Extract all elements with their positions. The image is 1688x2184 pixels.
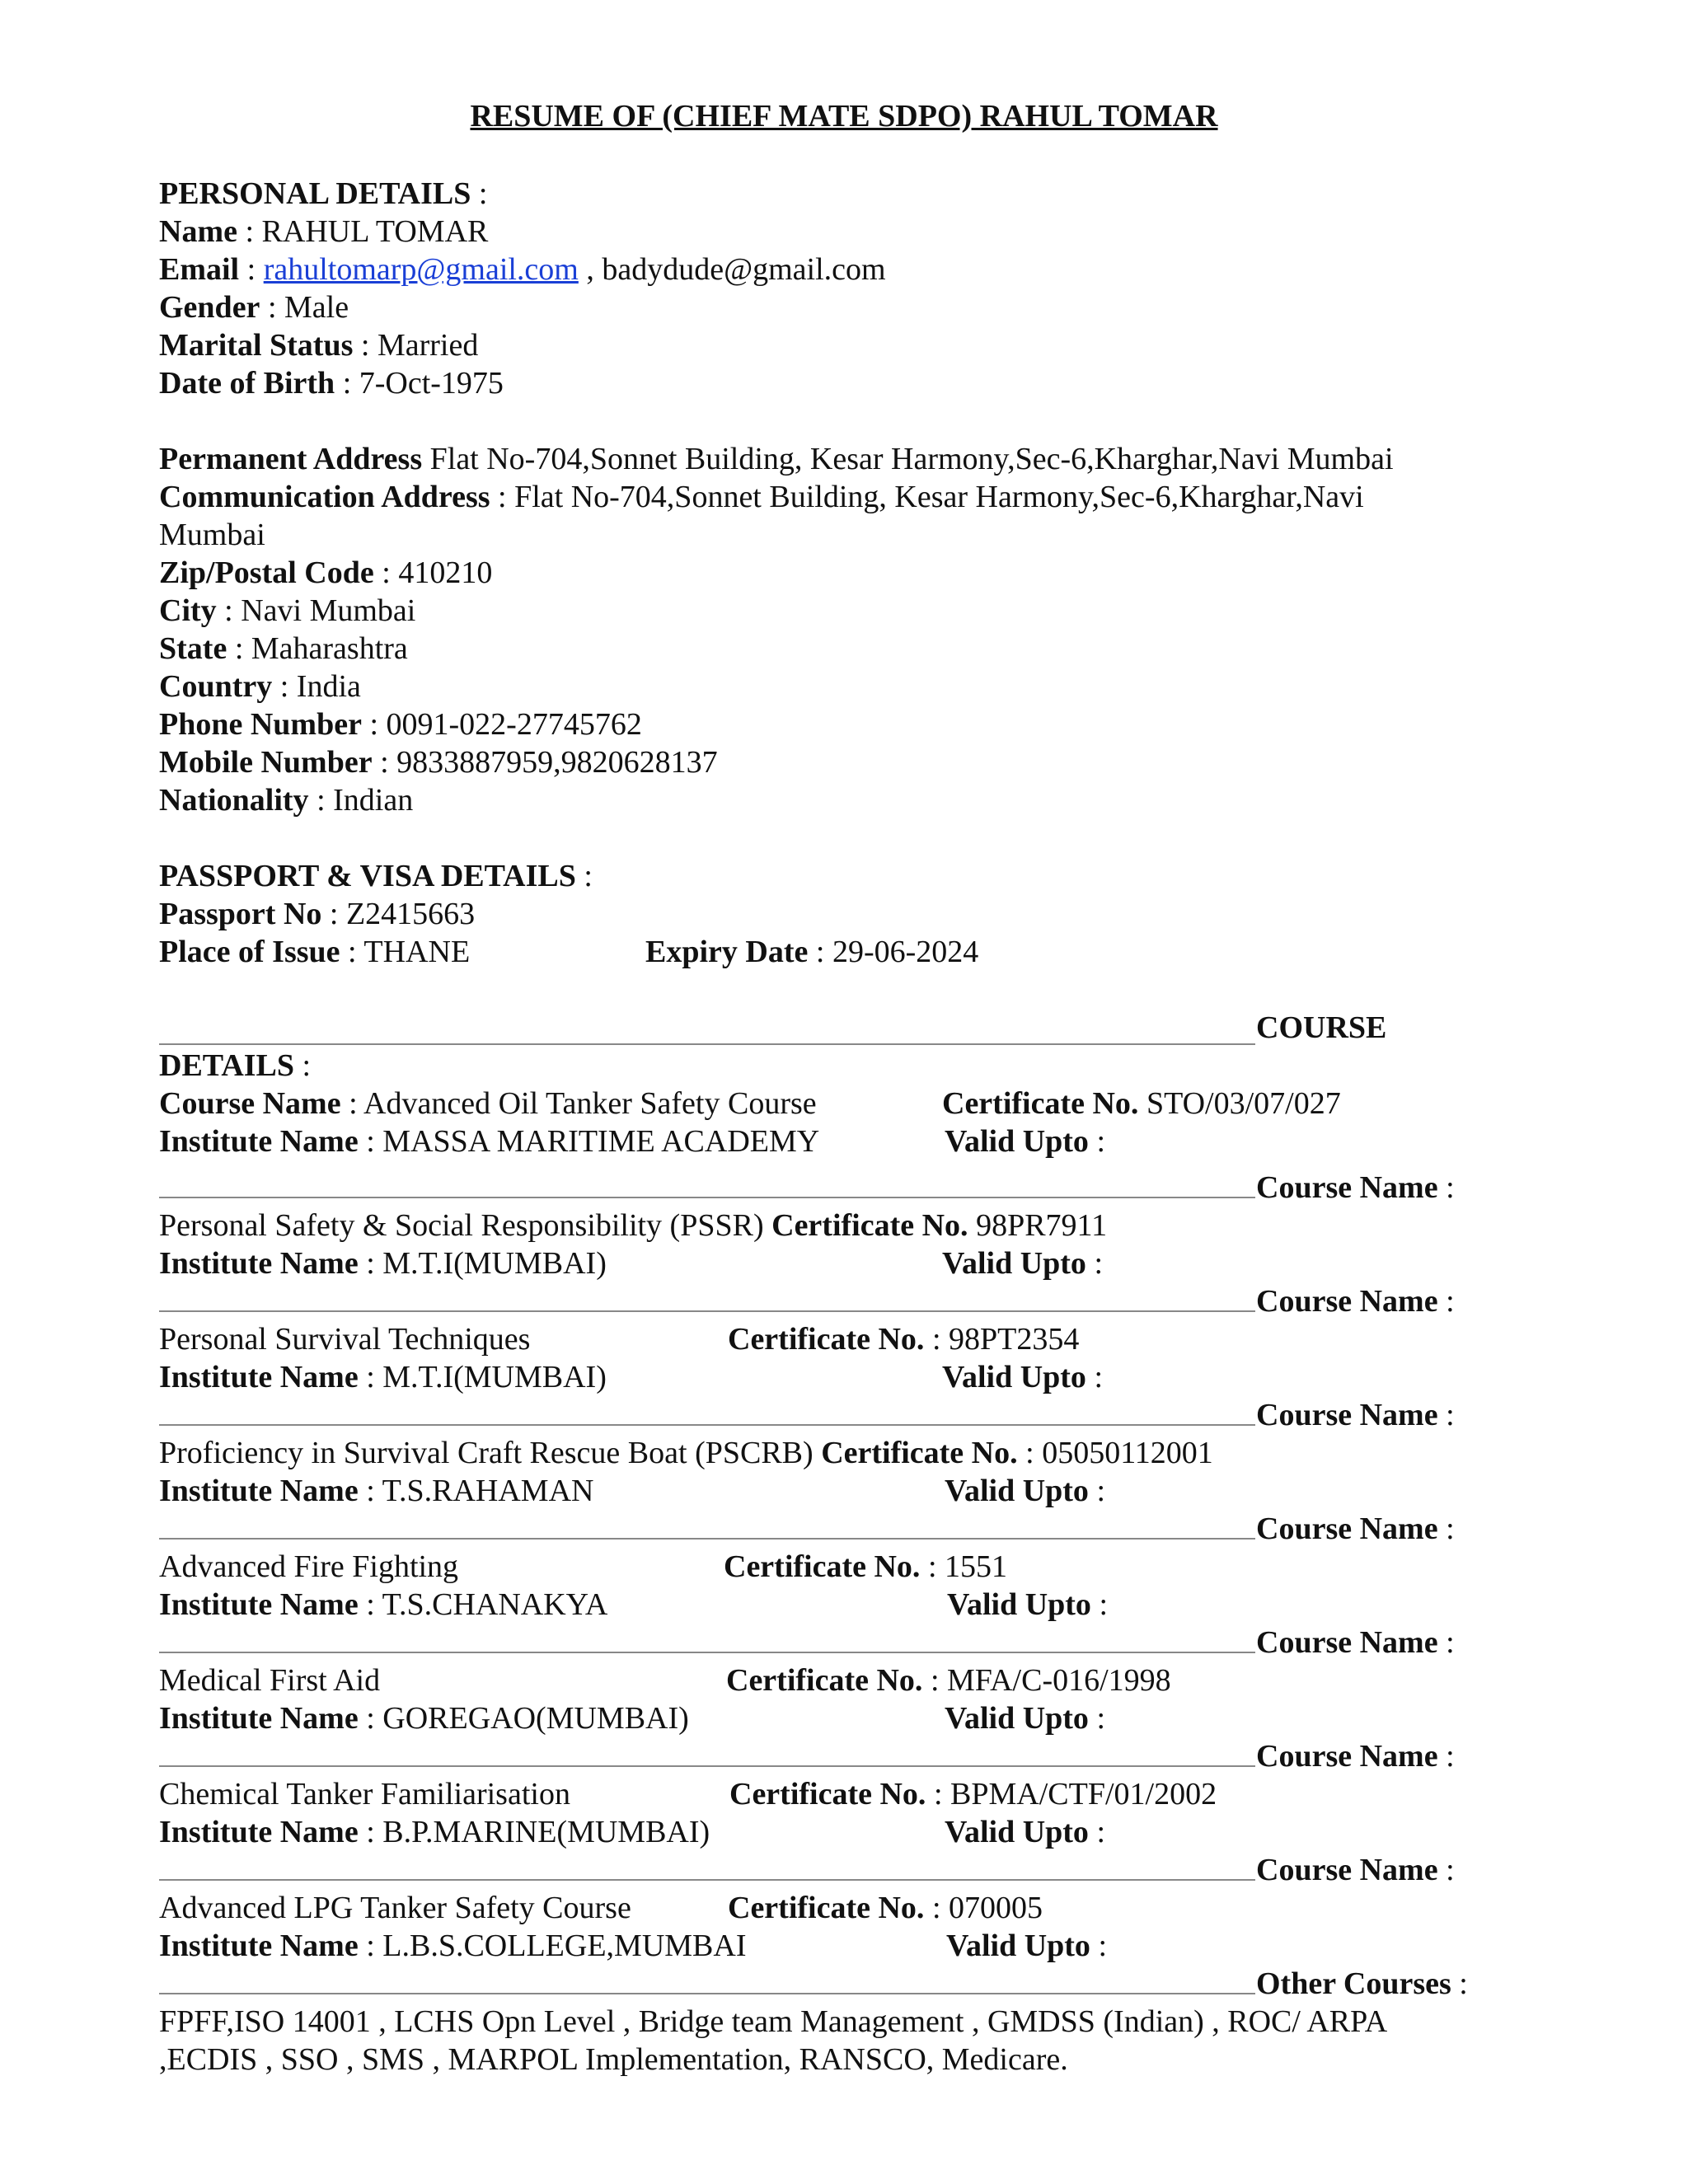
- certificate-row: Certificate No. : BPMA/CTF/01/2002: [729, 1777, 1217, 1811]
- divider: [159, 1310, 1255, 1312]
- certificate-row: Certificate No. : 98PT2354: [728, 1322, 1080, 1357]
- certificate-row: Certificate No. : MFA/C-016/1998: [726, 1663, 1171, 1698]
- certificate-row: Certificate No. STO/03/07/027: [942, 1086, 1341, 1121]
- course-name-value: Advanced LPG Tanker Safety Course: [159, 1891, 631, 1925]
- course-name-label: Course Name :: [1256, 1625, 1455, 1660]
- course-name-value: Proficiency in Survival Craft Rescue Boat (PSCRB) Certificate No. : 05050112001: [159, 1436, 1213, 1470]
- course-name-value: Chemical Tanker Familiarisation: [159, 1777, 570, 1811]
- valid-upto-row: Valid Upto :: [945, 1815, 1105, 1849]
- valid-upto-row: Valid Upto :: [942, 1360, 1103, 1394]
- email-secondary: , badydude@gmail.com: [586, 252, 886, 287]
- phone-row: Phone Number : 0091-022-27745762: [159, 707, 642, 742]
- divider: [159, 1652, 1255, 1653]
- state-row: State : Maharashtra: [159, 631, 408, 666]
- course-name-value: Personal Safety & Social Responsibility (PSSR) Certificate No. 98PR7911: [159, 1208, 1108, 1243]
- resume-title: RESUME OF (CHIEF MATE SDPO) RAHUL TOMAR: [470, 99, 1218, 134]
- course-name-value: Advanced Fire Fighting: [159, 1549, 459, 1584]
- divider: [159, 1538, 1255, 1540]
- mobile-row: Mobile Number : 9833887959,9820628137: [159, 745, 718, 780]
- institute-row: Institute Name : GOREGAO(MUMBAI): [159, 1701, 689, 1736]
- course-name-value: Medical First Aid: [159, 1663, 381, 1698]
- marital-row: Marital Status : Married: [159, 328, 479, 363]
- country-row: Country : India: [159, 669, 361, 704]
- name-row: Name : RAHUL TOMAR: [159, 214, 489, 249]
- communication-address-cont: Mumbai: [159, 518, 265, 552]
- institute-row: Institute Name : M.T.I(MUMBAI): [159, 1246, 607, 1281]
- other-courses-line2: ,ECDIS , SSO , SMS , MARPOL Implementation, RANSCO, Medicare.: [159, 2042, 1068, 2077]
- valid-upto-row: Valid Upto :: [947, 1587, 1108, 1622]
- institute-row: Institute Name : T.S.CHANAKYA: [159, 1587, 608, 1622]
- course-heading-a: COURSE: [1256, 1010, 1387, 1045]
- dob-row: Date of Birth : 7-Oct-1975: [159, 366, 504, 401]
- course-name-row: Course Name : Advanced Oil Tanker Safety Course: [159, 1086, 817, 1121]
- valid-upto-row: Valid Upto :: [945, 1474, 1105, 1508]
- expiry-row: Expiry Date : 29-06-2024: [645, 935, 979, 969]
- divider: [159, 1043, 1255, 1045]
- permanent-address-row: Permanent Address Flat No-704,Sonnet Building, Kesar Harmony,Sec-6,Kharghar,Navi Mumbai: [159, 442, 1394, 476]
- course-name-value: Personal Survival Techniques: [159, 1322, 531, 1357]
- passport-no-row: Passport No : Z2415663: [159, 897, 476, 931]
- personal-details-heading: PERSONAL DETAILS :: [159, 176, 488, 211]
- name-value: RAHUL TOMAR: [261, 214, 489, 249]
- email-link[interactable]: rahultomarp@gmail.com: [263, 252, 579, 287]
- divider: [159, 1993, 1255, 1994]
- gender-row: Gender : Male: [159, 290, 349, 325]
- nationality-row: Nationality : Indian: [159, 783, 414, 818]
- divider: [159, 1424, 1255, 1426]
- course-heading-b: DETAILS :: [159, 1048, 312, 1083]
- institute-row: Institute Name : L.B.S.COLLEGE,MUMBAI: [159, 1929, 747, 1963]
- divider: [159, 1765, 1255, 1767]
- course-name-label: Course Name :: [1256, 1853, 1455, 1887]
- valid-upto-row: Valid Upto :: [945, 1124, 1105, 1159]
- institute-row: Institute Name : MASSA MARITIME ACADEMY: [159, 1124, 820, 1159]
- course-name-label: Course Name :: [1256, 1284, 1455, 1319]
- other-courses-line1: FPFF,ISO 14001 , LCHS Opn Level , Bridge team Management , GMDSS (Indian) , ROC/ ARPA: [159, 2004, 1388, 2039]
- city-row: City : Navi Mumbai: [159, 593, 416, 628]
- divider: [159, 1879, 1255, 1881]
- communication-address-row: Communication Address : Flat No-704,Sonnet Building, Kesar Harmony,Sec-6,Kharghar,Navi: [159, 480, 1364, 514]
- valid-upto-row: Valid Upto :: [945, 1701, 1105, 1736]
- course-name-label: Course Name :: [1256, 1170, 1455, 1205]
- divider: [159, 1197, 1255, 1198]
- institute-row: Institute Name : T.S.RAHAMAN: [159, 1474, 594, 1508]
- course-name-label: Course Name :: [1256, 1511, 1455, 1546]
- passport-heading: PASSPORT & VISA DETAILS :: [159, 859, 593, 893]
- valid-upto-row: Valid Upto :: [946, 1929, 1107, 1963]
- valid-upto-row: Valid Upto :: [942, 1246, 1103, 1281]
- email-row: Email : rahultomarp@gmail.com , badydude@gmail.com: [159, 252, 886, 287]
- other-courses-label: Other Courses :: [1256, 1966, 1468, 2001]
- place-of-issue-row: Place of Issue : THANE: [159, 935, 471, 969]
- institute-row: Institute Name : B.P.MARINE(MUMBAI): [159, 1815, 710, 1849]
- course-name-label: Course Name :: [1256, 1398, 1455, 1432]
- certificate-row: Certificate No. : 1551: [724, 1549, 1007, 1584]
- institute-row: Institute Name : M.T.I(MUMBAI): [159, 1360, 607, 1394]
- zip-row: Zip/Postal Code : 410210: [159, 555, 493, 590]
- course-name-label: Course Name :: [1256, 1739, 1455, 1774]
- certificate-row: Certificate No. : 070005: [728, 1891, 1043, 1925]
